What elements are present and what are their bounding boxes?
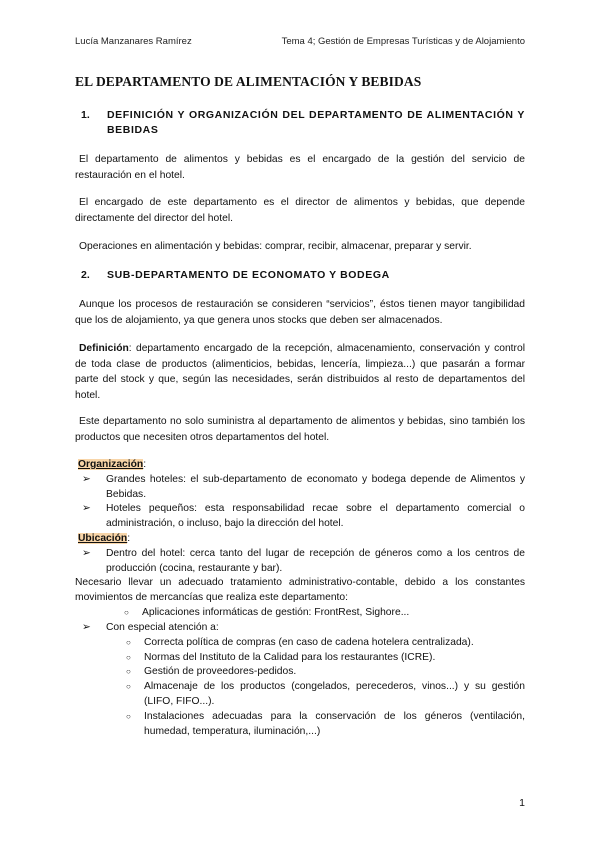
circle-bullet-icon: ○ xyxy=(126,711,131,721)
ubicacion-item-1: Dentro del hotel: cerca tanto del lugar de recepción de géneros como a los centros de producción (cocina, restaurante y bar). xyxy=(106,547,525,574)
necesario-paragraph xyxy=(75,576,525,606)
section-1-heading xyxy=(75,108,525,138)
arrow-bullet-icon: ➢ xyxy=(82,622,91,633)
definition-label: Definición xyxy=(79,343,129,354)
document-title: EL DEPARTAMENTO DE ALIMENTACIÓN Y BEBIDAS xyxy=(75,74,422,89)
list-item xyxy=(124,636,525,651)
header-topic: Tema 4; Gestión de Empresas Turísticas y de Alojamiento xyxy=(281,36,525,47)
s1-paragraph-1: El departamento de alimentos y bebidas es el encargado de la gestión del servicio de restauración en el hotel. xyxy=(75,154,525,181)
definition-paragraph xyxy=(75,341,525,403)
atencion-item-2: Normas del Instituto de la Calidad para los restaurantes (ICRE). xyxy=(144,651,436,663)
circle-bullet-icon: ○ xyxy=(126,637,131,647)
list-item xyxy=(82,473,525,503)
circle-bullet-icon: ○ xyxy=(126,667,131,677)
page-number: 1 xyxy=(519,797,525,809)
paragraph xyxy=(75,239,525,255)
section-2-number: 2. xyxy=(81,269,90,281)
list-item xyxy=(124,665,525,680)
organizacion-item-2: Hoteles pequeños: esta responsabilidad recae sobre el departamento comercial o administración, o incluso, bajo la dirección del hotel. xyxy=(106,503,525,530)
s1-paragraph-3: Operaciones en alimentación y bebidas: comprar, recibir, almacenar, preparar y servir. xyxy=(79,241,472,252)
organizacion-label: Organización xyxy=(78,459,144,470)
aplicaciones-block xyxy=(106,606,525,621)
arrow-bullet-icon: ➢ xyxy=(82,473,91,485)
ubicacion-label: Ubicación xyxy=(78,532,128,544)
section-2-heading xyxy=(75,268,525,283)
arrow-bullet-icon: ➢ xyxy=(82,503,91,515)
organizacion-block: Organización: ➢ Grandes hoteles: el sub-departamento de economato y bodega depende de Alimentos y Bebidas. ➢ Hoteles pequeños: esta responsabilidad recae sobre el departamento comercial o administración, o incluso, bajo la dirección del hotel. Ubicación: ➢ Dentro del hotel: cerca tanto del lugar de recepción de géneros como a los centros de producción (cocina, restaurante y bar). xyxy=(78,458,525,576)
s1-paragraph-2: El encargado de este departamento es el director de alimentos y bebidas, que depende directamente del director del hotel. xyxy=(75,197,525,224)
atencion-item-4: Almacenaje de los productos (congelados, perecederos, vinos...) y su gestión (LIFO, FIFO...). xyxy=(144,681,525,707)
header-author: Lucía Manzanares Ramírez xyxy=(75,36,192,47)
paragraph xyxy=(75,297,525,328)
s2-paragraph-3: Este departamento no solo suministra al departamento de alimentos y bebidas, sino también los productos que necesiten otros departamentos del hotel. xyxy=(75,416,525,443)
list-item xyxy=(82,621,525,636)
list-item xyxy=(106,606,525,621)
organizacion-item-1: Grandes hoteles: el sub-departamento de economato y bodega depende de Alimentos y Bebidas. xyxy=(106,473,525,500)
section-1-number: 1. xyxy=(81,109,90,121)
atencion-item-3: Gestión de proveedores-pedidos. xyxy=(144,666,297,678)
aplicaciones-item: Aplicaciones informáticas de gestión: FrontRest, Sighore... xyxy=(142,607,410,618)
paragraph xyxy=(75,152,525,183)
list-item xyxy=(124,680,525,710)
atencion-label: Con especial atención a: xyxy=(106,622,219,633)
atencion-item-5: Instalaciones adecuadas para la conservación de los géneros (ventilación, humedad, temperatura, iluminación,...) xyxy=(144,710,525,737)
section-2-title: SUB-DEPARTAMENTO DE ECONOMATO Y BODEGA xyxy=(107,269,390,281)
list-item xyxy=(82,547,525,577)
s2-paragraph-1: Aunque los procesos de restauración se consideren “servicios”, éstos tienen mayor tangibilidad que los de alojamiento, ya que genera unos stocks que deben ser almacenados. xyxy=(75,299,525,326)
circle-bullet-icon: ○ xyxy=(126,652,131,662)
list-item xyxy=(82,502,525,532)
paragraph xyxy=(75,195,525,226)
circle-bullet-icon: ○ xyxy=(126,682,131,692)
section-1-title: DEFINICIÓN Y ORGANIZACIÓN DEL DEPARTAMENTO DE ALIMENTACIÓN Y BEBIDAS xyxy=(107,109,525,136)
arrow-bullet-icon: ➢ xyxy=(82,547,91,559)
atencion-item-1: Correcta política de compras (en caso de cadena hotelera centralizada). xyxy=(144,636,474,648)
list-item xyxy=(124,710,525,740)
paragraph xyxy=(75,414,525,445)
atencion-block xyxy=(82,621,525,739)
definition-text: : departamento encargado de la recepción, almacenamiento, conservación y control de toda clase de productos (alimenticios, bebidas, lencería, limpieza...) que pasarán a formar parte del stock y que, según las necesidades, serán distribuidos al resto de departamentos del hotel. xyxy=(75,343,525,401)
circle-bullet-icon: ○ xyxy=(124,608,129,617)
list-item xyxy=(124,651,525,666)
necesario-text: Necesario llevar un adecuado tratamiento administrativo-contable, debido a los constantes movimientos de mercancías que realiza este departamento: xyxy=(75,577,525,603)
